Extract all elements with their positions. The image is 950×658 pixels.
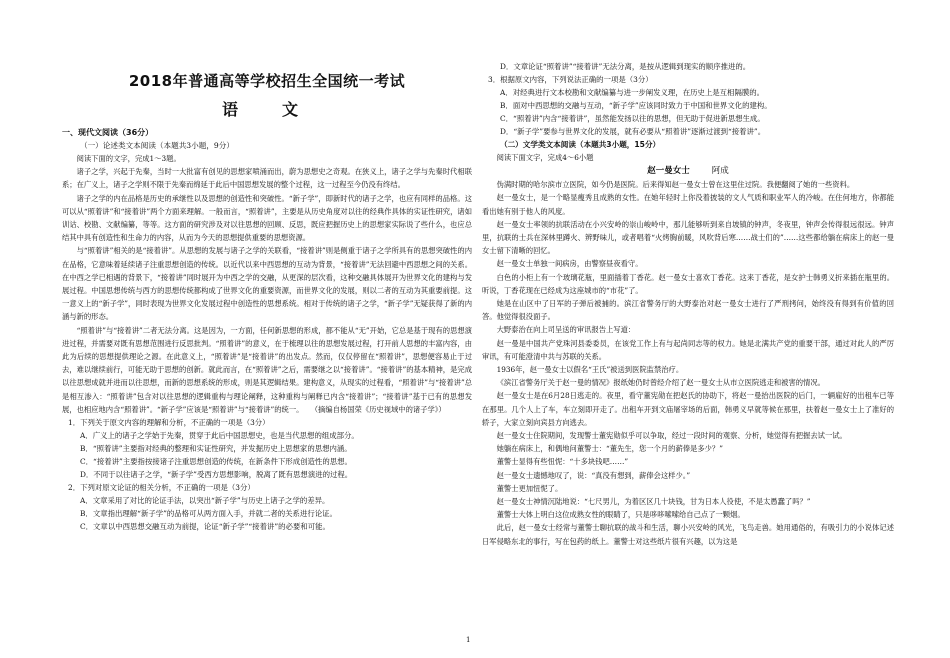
left-column: [62, 56, 472, 533]
story-paragraph: 大野泰治在向上司呈送的审讯报告上写道：: [496, 325, 636, 335]
story-paragraph: 赵一曼女士，是一个略显瘦秀且成熟的女性。在她年轻时上你没着披装的文人气质和职业军人的冷峻。在住何地方，你都能看出她有别于他人的风度。: [482, 193, 894, 216]
question-3-option-a: A．对经典进行文本校勘和文献编纂与进一步阐发义理，在历史上是互相隔膜的。: [500, 88, 765, 97]
story-paragraph: 1936年，赵一曼女士以假名“王氏”被送到医院监禁治疗。: [496, 365, 684, 375]
question-2-option-d: D．文章论证“照着讲”“接着讲”无法分离，是按从逻辑到现实的顺序推进的。: [500, 62, 751, 71]
story-paragraph: 董警士显得有些忸怩：“十多块钱吧……”: [496, 457, 629, 467]
story-paragraph: 赵一曼女士住院期间，发现警士董宪勋似乎可以争取，经过一段时间的观察、分析，她觉得有把握去试一试。: [496, 431, 847, 441]
story-paragraph: 此后，赵一曼女士经常与董警士聊抗联的战斗和生活，聊小兴安岭的风光，飞鸟走兽。她用通俗的，有吸引力的小说体记述日军侵略东北的事行，写在包药的纸上。董警士对这些纸片很有兴趣，以为这是: [482, 523, 894, 546]
story-paragraph: 赵一曼女士神情沉陆地说：“七尺男儿，为着区区几十块钱，甘为日本人役使，不是太愚蠢了吗？”: [496, 497, 811, 507]
subject-title: 语 文: [221, 100, 312, 119]
story-paragraph: 董警士大体上明白这位成熟女性的眼睛了，只是哆哆嗦嗦给自己点了一颗烟。: [496, 510, 745, 520]
story-paragraph: 赵一曼女士是在6月28日逃走的。夜里，看守董宪勋在把赵氏的协助下，将赵一曼抬出医院的后门，一辆雇好的出租车已等在那里。几个人上了车，车立刻即开走了。出租车开到文庙屠宰场的后面，韩勇义早就等候在那里，扶着赵一曼女士上了准好的轿子，大家立刻向宾县方向逃去。: [482, 391, 894, 427]
story-title: 赵一曼女士: [647, 166, 690, 177]
subsection-literary: （二）文学类文本阅读（本题共3小题，15分）: [500, 140, 661, 149]
question-3-option-c: C．“照着讲”内含“接着讲”，虽然能发扬以往的思想，但无助于促进新思想生成。: [500, 114, 765, 123]
story-paragraph: 董警士更加忸怩了。: [496, 483, 563, 493]
question-2-option-b: B．文章指出理解“新子学”的品格可从两方面入手，并就二者的关系进行论证。: [80, 509, 337, 519]
question-1-option-b: B．“照着讲”主要指对经典的整理和实证性研究，并发掘历史上思想家的思想内涵。: [80, 444, 352, 454]
story-paragraph: 她是在山区中了日军的子弹后被捕的。滨江省警务厅的大野泰治对赵一曼女士进行了严刑拷问，始终没有得到有价值的回答。他觉得很没面子。: [482, 299, 894, 322]
story-paragraph: 赵一曼女士单独一间病房，由警察昼夜看守。: [496, 259, 643, 269]
question-1-option-a: A．广义上的诸子之学始于先秦，贯穿于此后中国思想史，也是当代思想的组成部分。: [80, 431, 359, 441]
story-author: 阿成: [711, 166, 729, 177]
subsection-argumentative: （一）论述类文本阅读（本题共3小题，9分）: [80, 141, 234, 150]
section-heading-modern-reading: 一、现代文阅读（36分）: [62, 128, 154, 137]
question-2-option-a: A．文章采用了对比的论证手法，以突出“新子学”与历史上诸子之学的差异。: [80, 496, 330, 506]
question-1-option-c: C．“接着讲”主要指按接诸子注重思想创造的传统，在新条件下形成创造性的思想。: [80, 457, 352, 467]
question-3-option-d: D．“新子学”要参与世界文化的发展，就有必要从“照着讲”逐渐过渡到“接着讲”。: [500, 127, 766, 136]
story-paragraph: 《滨江省警务厅关于赵一曼的情况》报纸她仍时曾经介绍了赵一曼女士从市立医院逃走和被害的情况。: [496, 378, 825, 388]
story-paragraph: 白色的小柜上有一个玻璃花瓶，里面插着丁香花。赵一曼女士喜欢丁香花。这来丁香花，是女护士韩勇义折来插在瓶里的。听说，丁香花现在已经成为这座城市的“市花”了。: [482, 272, 894, 295]
question-2: 2．下列对原文论证的相关分析，不正确的一项是（3分）: [68, 483, 255, 493]
passage-paragraph: 诸子之学，兴起于先秦，当时一大批富有创见的思想家喷涌而出，蔚为思想史之奇观。在狭义上，诸子之学与先秦时代相联系；在广义上，诸子之学则不限于先秦而绵延于此后中国思想发展的整个过程，这一过程至今仍没有终结。: [62, 167, 472, 190]
right-column: [482, 60, 894, 548]
story-paragraph: 赵一曼女士率领的抗联活动在小兴安岭的崇山峻岭中，那儿能够听到来自坡镇的钟声，冬夜里，钟声会传得很远很远。钟声里，抗联的士兵在深林里蹲火、辨野味儿，或者唱着“火烤胸前暖，风吹背后寒……战士们的”……这些都给躺在病床上的赵一曼女士留下清晰的回忆。: [482, 219, 894, 256]
question-3: 3．根据原文内容，下列说法正确的一项是（3分）: [488, 75, 653, 84]
story-paragraph: 她躺在病床上，和偶地问董警士：“董先生，您一个月的薪俸是多少？”: [496, 444, 723, 454]
question-2-option-c: C．文章以中西思想交融互动为前提，论证“新子学”“接着讲”的必要和可能。: [80, 522, 330, 532]
question-1-option-d: D．不同于以往诸子之学，“新子学”受西方思想影响，脱离了既有思想演进的过程。: [80, 470, 353, 480]
passage-paragraph: 诸子之学的内在品格是历史的承继性以及思想的创造性和突破性。“新子学”，即新时代的诸子之学，也应有同样的品格。这可以从“照着讲”和“接着讲”两个方面来理解。一般而言，“照着讲”，主要是从历史角度对以往的经典作具体的实证性研究，诸如训诂、校勘、文献编纂，等等。这方面的研究涉及对以往思想的回顾、反思，既应把握历史上的思想家实际说了些什么，也应总结其中具有创造性和生命力的内容，从而为今天的思想提供重要的思想资源。: [62, 193, 472, 243]
story-heading: [482, 164, 894, 178]
exam-title: 2018年普通高等学校招生全国统一考试: [128, 72, 406, 90]
story-paragraph: 赵一曼女士遗憾地叹了，说：“真没有想到，薪俸会这样少。”: [496, 470, 691, 480]
instruction-text-2: 阅读下面文字，完成4～6小题: [496, 153, 594, 162]
passage-paragraph: 与“照着讲”相关的是“接着讲”。从思想的发展与诸子之学的关联看，“接着讲”则是侧重于诸子之学所具有的思想突破性的内在品格，它意味着延续诸子注重思想创造的传统。以近代以来中西思想的互动为背景，“接着讲”无法回避中西思想之间的关系。在中西之学已相遇的背景下，“接着讲”同时展开为中西之学的交融，从更深的层次看，这种交融具体展开为世界文化的建构与发展过程。中国思想传统与西方的思想传统都构成了世界文化的重要资源，而世界文化的发展，则以二者的互动为其重要前提。这一意义上的“新子学”，同时表现为世界文化发展过程中创造性的思想系统。相对于传统的诸子之学，“新子学”无疑获得了新的内涵与新的形态。: [62, 246, 472, 322]
question-1: 1．下列关于原文内容的理解和分析，不正确的一项是（3分）: [68, 418, 270, 428]
passage-paragraph: “照着讲”与“接着讲”二者无法分离。这是因为，一方面，任何新思想的形成，都不能从“无”开始，它总是基于现有的思想演进过程，并需要对既有思想范围进行反思批判。“照着讲”的意义，在于梳理以往的思想发展过程，打开前人思想的丰富内容，由此为后续的思想提供理论之源。在此意义上，“照着讲”是“接着讲”的出发点。然而，仅仅停留在“照着讲”，思想便容易止于过去，难以继续前行，可能无助于思想的创新。就此而言，在“照着讲”之后，需要继之以“接着讲”。“接着讲”的基本精神，是完成以往思想成就并进而以往思想，而新的思想系统的形成，则是其逻辑结果。建构意义，从现实的过程看，“照着讲”与“接着讲”总是相互渗入：“照着讲”包含对以往思想的逻辑重构与理论阐释，这种重构与阐释已内含“接着讲”；“接着讲”基于已有的思想发展，也相应地内含“照着讲”。“新子学”应该是“照着讲”与“接着讲”的统一。 （摘编自杨国荣《历史视域中的诸子学》）: [62, 325, 472, 414]
story-paragraph: 伪满时期的哈尔滨市立医院，如今仍是医院。后来得知赵一曼女士曾在这里住过院。我便翻阅了她的一些资料。: [496, 180, 855, 190]
page-number: 1: [466, 636, 471, 644]
story-paragraph: 赵一曼是中国共产党珠河县委委员，在该党工作上有与起尚同志等的权力。她是北满共产党的重要干部，通过对此人的严厉审讯，有可能澄清中共与苏联的关系。: [482, 338, 894, 361]
question-3-option-b: B．面对中西思想的交融与互动，“新子学”应该同时致力于中国和世界文化的建构。: [500, 101, 772, 110]
instruction-text: 阅读下面的文字，完成1～3题。: [76, 154, 181, 163]
